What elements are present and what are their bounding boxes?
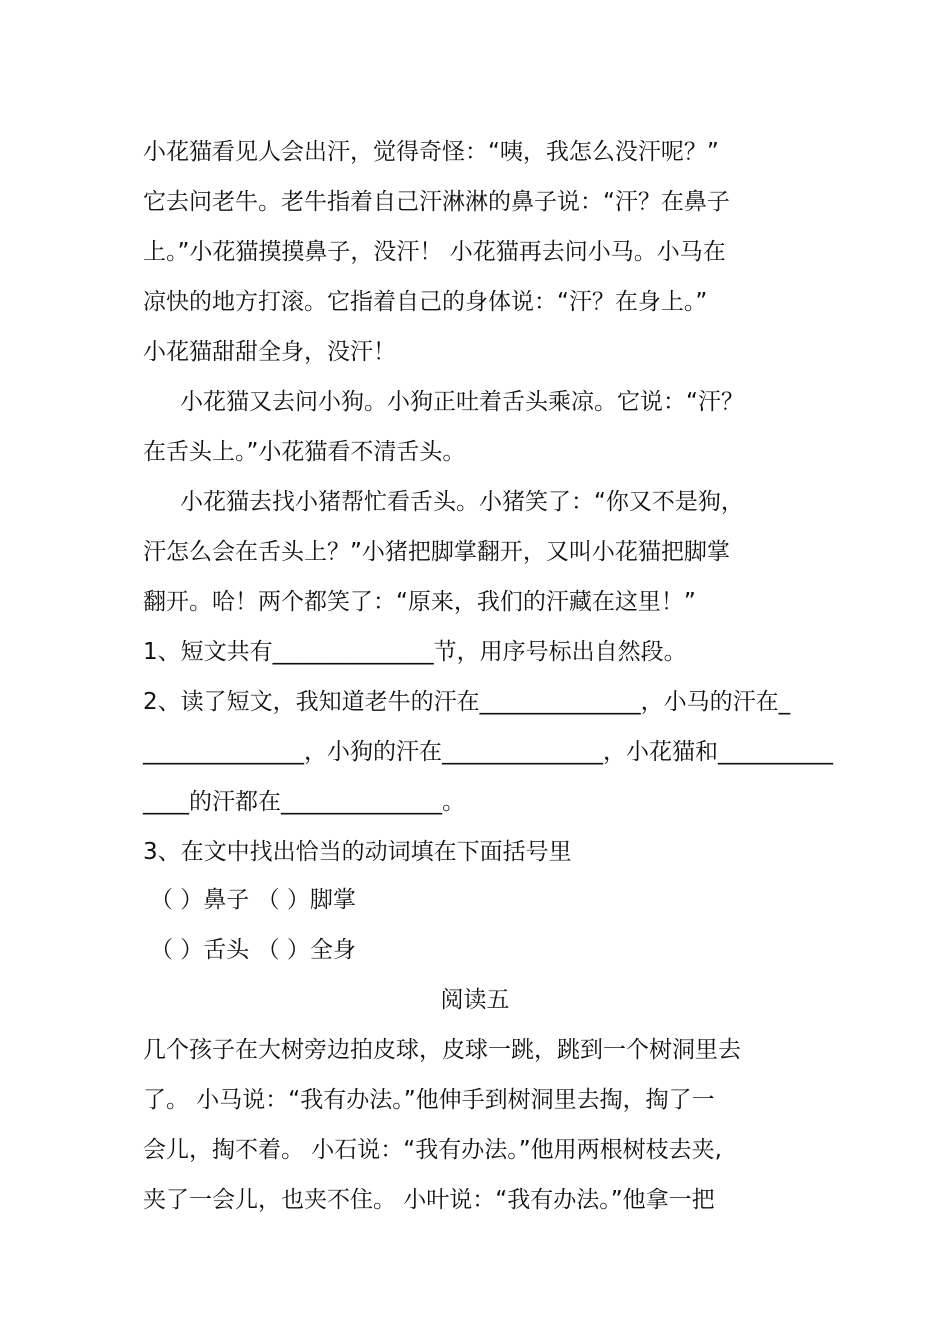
- story-line: 它去问老牛。老牛指着自己汗淋淋的鼻子说：“汗？在鼻子: [143, 189, 730, 215]
- story-line: 小花猫又去问小狗。小狗正吐着舌头乘凉。它说：“汗？: [180, 389, 744, 415]
- section-title: 阅读五: [440, 987, 510, 1013]
- story-line: 上。”小花猫摸摸鼻子，没汗！ 小花猫再去问小马。小马在: [143, 239, 726, 265]
- story-line: 夹了一会儿，也夹不住。 小叶说：“我有办法。”他拿一把: [143, 1187, 715, 1213]
- story-line: 小花猫甜甜全身，没汗！: [143, 339, 396, 365]
- question-2-line: ____的汗都在______________。: [143, 789, 465, 815]
- story-line: 几个孩子在大树旁边拍皮球，皮球一跳，跳到一个树洞里去: [143, 1037, 741, 1063]
- question-3-row: （ ）鼻子 （ ）脚掌: [150, 887, 356, 913]
- story-line: 小花猫看见人会出汗，觉得奇怪：“咦，我怎么没汗呢？”: [143, 139, 719, 165]
- story-line: 了。 小马说：“我有办法。”他伸手到树洞里去掏，掏了一: [143, 1087, 715, 1113]
- question-2-line: ______________，小狗的汗在______________，小花猫和__________: [143, 739, 833, 765]
- story-line: 翻开。哈！两个都笑了：“原来，我们的汗藏在这里！”: [143, 589, 696, 615]
- question-2-line: 2、读了短文，我知道老牛的汗在______________，小马的汗在_: [143, 689, 791, 715]
- story-line: 凉快的地方打滚。它指着自己的身体说：“汗？在身上。”: [143, 289, 708, 315]
- story-line: 在舌头上。”小花猫看不清舌头。: [143, 439, 466, 465]
- story-line: 小花猫去找小猪帮忙看舌头。小猪笑了：“你又不是狗，: [180, 489, 744, 515]
- question-3: 3、在文中找出恰当的动词填在下面括号里: [143, 839, 572, 865]
- question-1: 1、短文共有______________节，用序号标出自然段。: [143, 639, 687, 665]
- question-3-row: （ ）舌头 （ ）全身: [150, 937, 356, 963]
- story-line: 汗怎么会在舌头上？”小猪把脚掌翻开，又叫小花猫把脚掌: [143, 539, 730, 565]
- story-line: 会儿，掏不着。 小石说：“我有办法。”他用两根树枝去夹,: [143, 1137, 722, 1163]
